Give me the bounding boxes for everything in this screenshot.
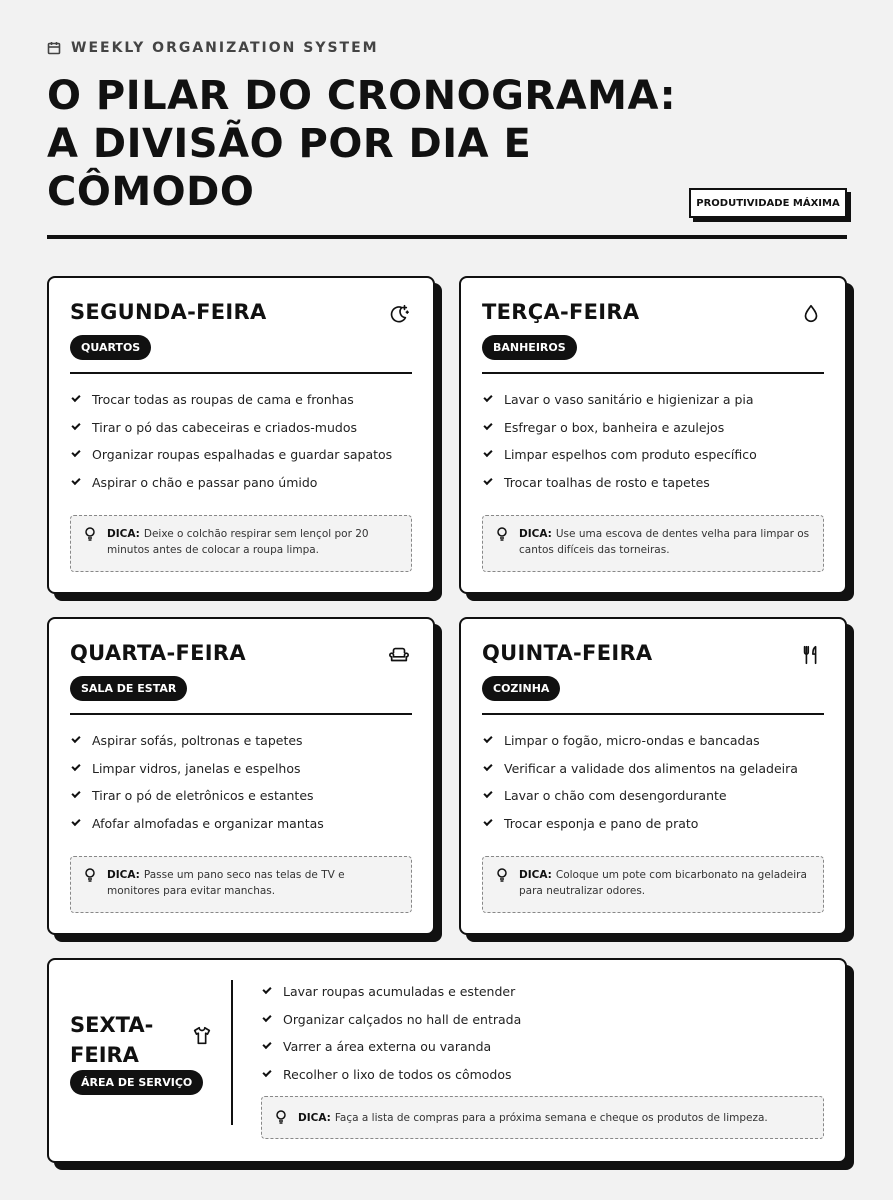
check-icon <box>71 393 80 402</box>
list-item: Tirar o pó das cabeceiras e criados-mudos <box>70 414 392 442</box>
day-card-tuesday <box>459 276 847 594</box>
card-divider <box>231 980 233 1125</box>
list-item: Afofar almofadas e organizar mantas <box>70 810 324 838</box>
card-divider <box>70 713 412 715</box>
list-item: Limpar o fogão, micro-ondas e bancadas <box>482 727 798 755</box>
check-icon <box>262 985 271 994</box>
tip-label: DICA: <box>107 528 140 540</box>
page-header <box>47 38 847 215</box>
tip-box <box>482 856 824 913</box>
check-icon <box>71 734 80 743</box>
task-list <box>261 978 521 1088</box>
eyebrow-label: WEEKLY ORGANIZATION SYSTEM <box>71 40 379 56</box>
tip-text: Passe um pano seco nas telas de TV e monitores para evitar manchas. <box>107 869 345 897</box>
check-icon <box>483 448 492 457</box>
room-badge: QUARTOS <box>70 335 151 360</box>
list-item: Tirar o pó de eletrônicos e estantes <box>70 782 324 810</box>
tip-label: DICA: <box>298 1112 331 1124</box>
list-item: Lavar roupas acumuladas e estender <box>261 978 521 1006</box>
utensils-icon <box>800 644 824 668</box>
lightbulb-icon <box>496 868 508 882</box>
room-badge: BANHEIROS <box>482 335 577 360</box>
room-badge: COZINHA <box>482 676 560 701</box>
day-title: QUINTA-FEIRA <box>482 641 653 665</box>
lightbulb-icon <box>275 1110 287 1124</box>
calendar-icon <box>47 41 61 55</box>
list-item: Varrer a área externa ou varanda <box>261 1033 521 1061</box>
day-card-wednesday <box>47 617 435 935</box>
day-card-friday <box>47 958 847 1163</box>
room-badge: SALA DE ESTAR <box>70 676 187 701</box>
card-divider <box>482 372 824 374</box>
tip-box <box>70 856 412 913</box>
check-icon <box>483 476 492 485</box>
list-item: Trocar toalhas de rosto e tapetes <box>482 469 757 497</box>
check-icon <box>71 789 80 798</box>
header-divider <box>47 235 847 239</box>
day-card-thursday <box>459 617 847 935</box>
card-divider <box>70 372 412 374</box>
list-item: Trocar esponja e pano de prato <box>482 810 798 838</box>
day-card-monday <box>47 276 435 594</box>
task-list <box>482 727 798 837</box>
tip-text: Coloque um pote com bicarbonato na geladeira para neutralizar odores. <box>519 869 807 897</box>
check-icon <box>71 421 80 430</box>
tip-label: DICA: <box>519 528 552 540</box>
list-item: Limpar espelhos com produto específico <box>482 441 757 469</box>
tip-box <box>482 515 824 572</box>
lightbulb-icon <box>496 527 508 541</box>
list-item: Verificar a validade dos alimentos na geladeira <box>482 755 798 783</box>
room-badge: ÁREA DE SERVIÇO <box>70 1070 203 1095</box>
task-list <box>482 386 757 496</box>
list-item: Lavar o chão com desengordurante <box>482 782 798 810</box>
list-item: Aspirar sofás, poltronas e tapetes <box>70 727 324 755</box>
tip-box <box>70 515 412 572</box>
check-icon <box>262 1068 271 1077</box>
day-title: SEXTA- FEIRA <box>70 1013 154 1067</box>
water-drop-icon <box>800 303 824 327</box>
tip-label: DICA: <box>519 869 552 881</box>
tip-text: Deixe o colchão respirar sem lençol por 20 minutos antes de colocar a roupa limpa. <box>107 528 369 556</box>
list-item: Limpar vidros, janelas e espelhos <box>70 755 324 783</box>
check-icon <box>483 762 492 771</box>
sofa-icon <box>388 644 412 668</box>
check-icon <box>483 421 492 430</box>
tip-text: Use uma escova de dentes velha para limpar os cantos difíceis das torneiras. <box>519 528 810 556</box>
list-item: Recolher o lixo de todos os cômodos <box>261 1061 521 1089</box>
card-divider <box>482 713 824 715</box>
day-title: QUARTA-FEIRA <box>70 641 246 665</box>
check-icon <box>71 817 80 826</box>
check-icon <box>262 1013 271 1022</box>
moon-stars-icon <box>388 303 412 327</box>
tip-box <box>261 1096 824 1139</box>
list-item: Trocar todas as roupas de cama e fronhas <box>70 386 392 414</box>
tip-text: Faça a lista de compras para a próxima semana e cheque os produtos de limpeza. <box>334 1112 768 1124</box>
task-list <box>70 727 324 837</box>
tip-label: DICA: <box>107 869 140 881</box>
check-icon <box>262 1040 271 1049</box>
check-icon <box>483 734 492 743</box>
check-icon <box>483 817 492 826</box>
page-title: O PILAR DO CRONOGRAMA: A DIVISÃO POR DIA E CÔMODO <box>47 73 677 215</box>
check-icon <box>71 448 80 457</box>
check-icon <box>483 789 492 798</box>
task-list <box>70 386 392 496</box>
list-item: Lavar o vaso sanitário e higienizar a pia <box>482 386 757 414</box>
eyebrow <box>47 38 847 58</box>
list-item: Organizar calçados no hall de entrada <box>261 1006 521 1034</box>
shirt-icon <box>191 1025 213 1047</box>
check-icon <box>71 476 80 485</box>
lightbulb-icon <box>84 527 96 541</box>
day-title: TERÇA-FEIRA <box>482 300 640 324</box>
productivity-badge: PRODUTIVIDADE MÁXIMA <box>689 188 847 218</box>
list-item: Aspirar o chão e passar pano úmido <box>70 469 392 497</box>
day-title: SEGUNDA-FEIRA <box>70 300 267 324</box>
list-item: Esfregar o box, banheira e azulejos <box>482 414 757 442</box>
lightbulb-icon <box>84 868 96 882</box>
check-icon <box>71 762 80 771</box>
check-icon <box>483 393 492 402</box>
list-item: Organizar roupas espalhadas e guardar sapatos <box>70 441 392 469</box>
